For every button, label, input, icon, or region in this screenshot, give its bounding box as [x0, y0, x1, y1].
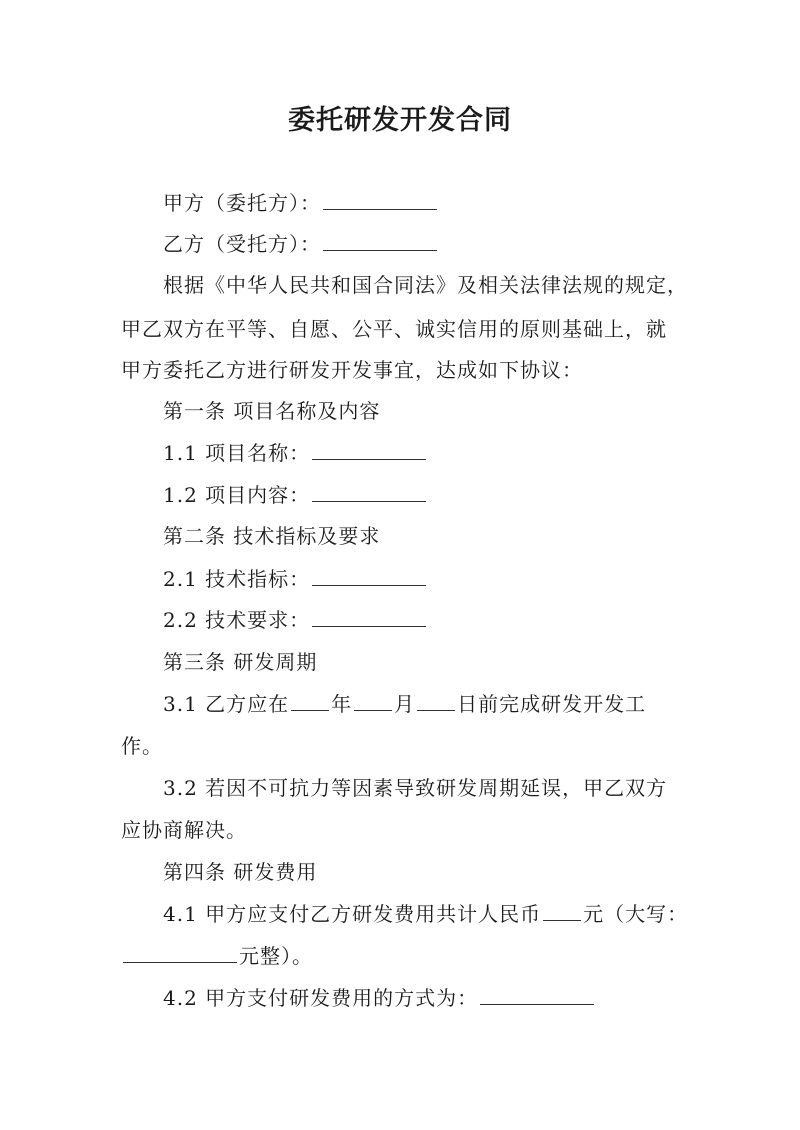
clause-3-1	[163, 690, 646, 718]
clause-2-1-label: 2.1 技术指标：	[163, 567, 311, 591]
clause-4-2-blank	[480, 984, 594, 1005]
amount-blank	[543, 900, 581, 921]
clause-1-1-label: 1.1 项目名称：	[163, 441, 311, 465]
clause-3-2-line-1: 3.2 若因不可抗力等因素导致研发周期延误，甲乙双方	[163, 776, 668, 800]
clause-2-2-label: 2.2 技术要求：	[163, 608, 311, 632]
party-a-label: 甲方（委托方）：	[163, 191, 321, 215]
clause-3-1-month: 月	[394, 692, 416, 716]
clause-4-1-suffix: 元（大写：	[583, 902, 689, 926]
clause-3-1-year: 年	[331, 692, 353, 716]
year-blank	[291, 690, 329, 711]
clause-3-1-suffix: 日前完成研发开发工	[457, 692, 647, 716]
clause-3-1-continuation: 作。	[121, 734, 163, 758]
clause-1-2	[163, 481, 428, 509]
clause-2-1-blank	[312, 565, 426, 586]
preamble-line-1: 根据《中华人民共和国合同法》及相关法律法规的规定，	[163, 273, 688, 297]
clause-2-2	[163, 606, 428, 634]
clause-4-1	[163, 900, 688, 928]
party-b-label: 乙方（受托方）：	[163, 232, 321, 256]
article-3-heading: 第三条 研发周期	[163, 650, 318, 674]
clause-1-2-blank	[312, 481, 426, 502]
clause-3-1-prefix: 3.1 乙方应在	[163, 692, 290, 716]
clause-3-2-line-2: 应协商解决。	[121, 818, 247, 842]
preamble-line-2: 甲乙双方在平等、自愿、公平、诚实信用的原则基础上，就	[121, 317, 667, 341]
party-a-line	[163, 189, 439, 217]
clause-1-1	[163, 439, 428, 467]
article-1-heading: 第一条 项目名称及内容	[163, 399, 381, 423]
document-title: 委托研发开发合同	[288, 105, 512, 136]
preamble-line-3: 甲方委托乙方进行研发开发事宜，达成如下协议：	[121, 358, 583, 382]
clause-2-1	[163, 565, 428, 593]
amount-in-words-blank	[123, 942, 237, 963]
clause-4-2-label: 4.2 甲方支付研发费用的方式为：	[163, 986, 479, 1010]
clause-1-1-blank	[312, 439, 426, 460]
clause-4-1-continuation	[121, 942, 313, 970]
article-2-heading: 第二条 技术指标及要求	[163, 524, 381, 548]
day-blank	[417, 690, 455, 711]
clause-4-2	[163, 984, 596, 1012]
party-b-line	[163, 230, 439, 258]
clause-2-2-blank	[312, 606, 426, 627]
article-4-heading: 第四条 研发费用	[163, 860, 318, 884]
clause-1-2-label: 1.2 项目内容：	[163, 483, 311, 507]
party-b-blank	[323, 230, 437, 251]
month-blank	[354, 690, 392, 711]
clause-4-1-prefix: 4.1 甲方应支付乙方研发费用共计人民币	[163, 902, 542, 926]
clause-4-1-cont: 元整）。	[239, 944, 313, 968]
party-a-blank	[323, 189, 437, 210]
